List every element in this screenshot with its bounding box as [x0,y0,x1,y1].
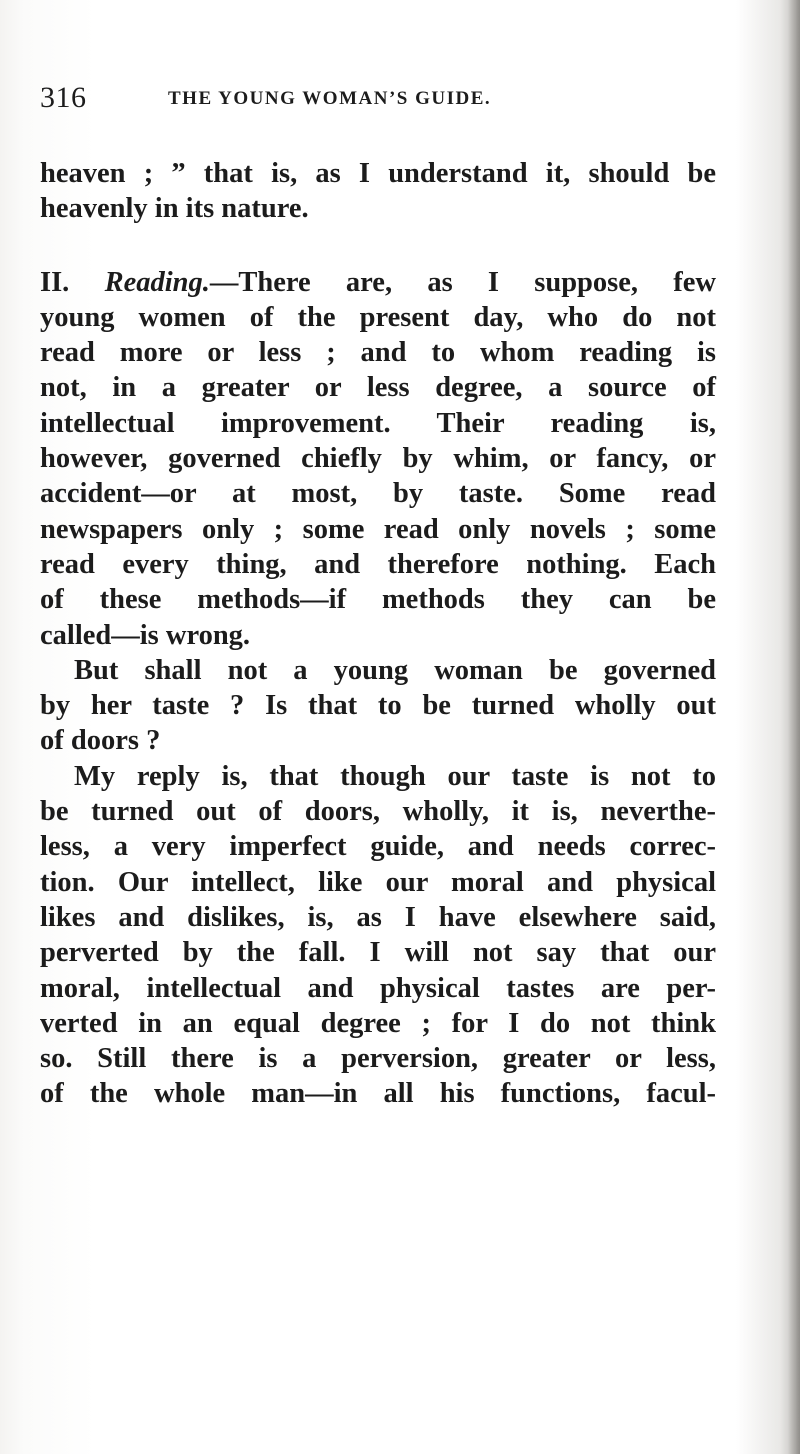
text-line: moral, intellectual and physical tastes are per- [40,972,716,1004]
text-line: so. Still there is a perversion, greater or less, [40,1043,716,1075]
text-line: My reply is, that though our taste is not to [74,760,716,792]
text-line: young women of the present day, who do not [40,301,716,333]
text-line: perverted by the fall. I will not say that our [40,937,716,969]
text-line: intellectual improvement. Their reading is, [40,407,716,439]
text-line: of doors ? [40,725,161,757]
text-line: heavenly in its nature. [40,193,309,225]
text-line: verted in an equal degree ; for I do not think [40,1007,716,1039]
section-title: Reading. [104,266,210,298]
page-edge-shadow [788,0,800,1454]
text-line: tion. Our intellect, like our moral and physical [40,866,716,898]
text-line: be turned out of doors, wholly, it is, neverthe- [40,796,716,828]
page-number: 316 [40,81,87,114]
text-line: newspapers only ; some read only novels ; some [40,513,716,545]
text-line: called—is wrong. [40,619,251,651]
text-line: however, governed chiefly by whim, or fancy, or [40,443,716,475]
text-line: not, in a greater or less degree, a source of [40,372,716,404]
text-line: by her taste ? Is that to be turned wholly out [40,690,716,722]
page-header [40,78,720,118]
text-line: But shall not a young woman be governed [74,654,716,686]
text-line: —There are, as I suppose, few [209,266,716,298]
section-number: II. [40,266,70,298]
text-line: read every thing, and therefore nothing. Each [40,548,716,580]
text-line: of the whole man—in all his functions, facul- [40,1078,716,1110]
text-line: accident—or at most, by taste. Some read [40,478,716,510]
text-line: less, a very imperfect guide, and needs correc- [40,831,716,863]
text-line: read more or less ; and to whom reading is [40,337,716,369]
text-line: likes and dislikes, is, as I have elsewhere said, [40,901,716,933]
text-line: heaven ; ” that is, as I understand it, should be [40,158,716,189]
text-line: of these methods—if methods they can be [40,584,716,616]
running-title: THE YOUNG WOMAN’S GUIDE. [168,88,492,109]
body-text [40,156,716,1112]
section-heading-line [40,265,716,300]
